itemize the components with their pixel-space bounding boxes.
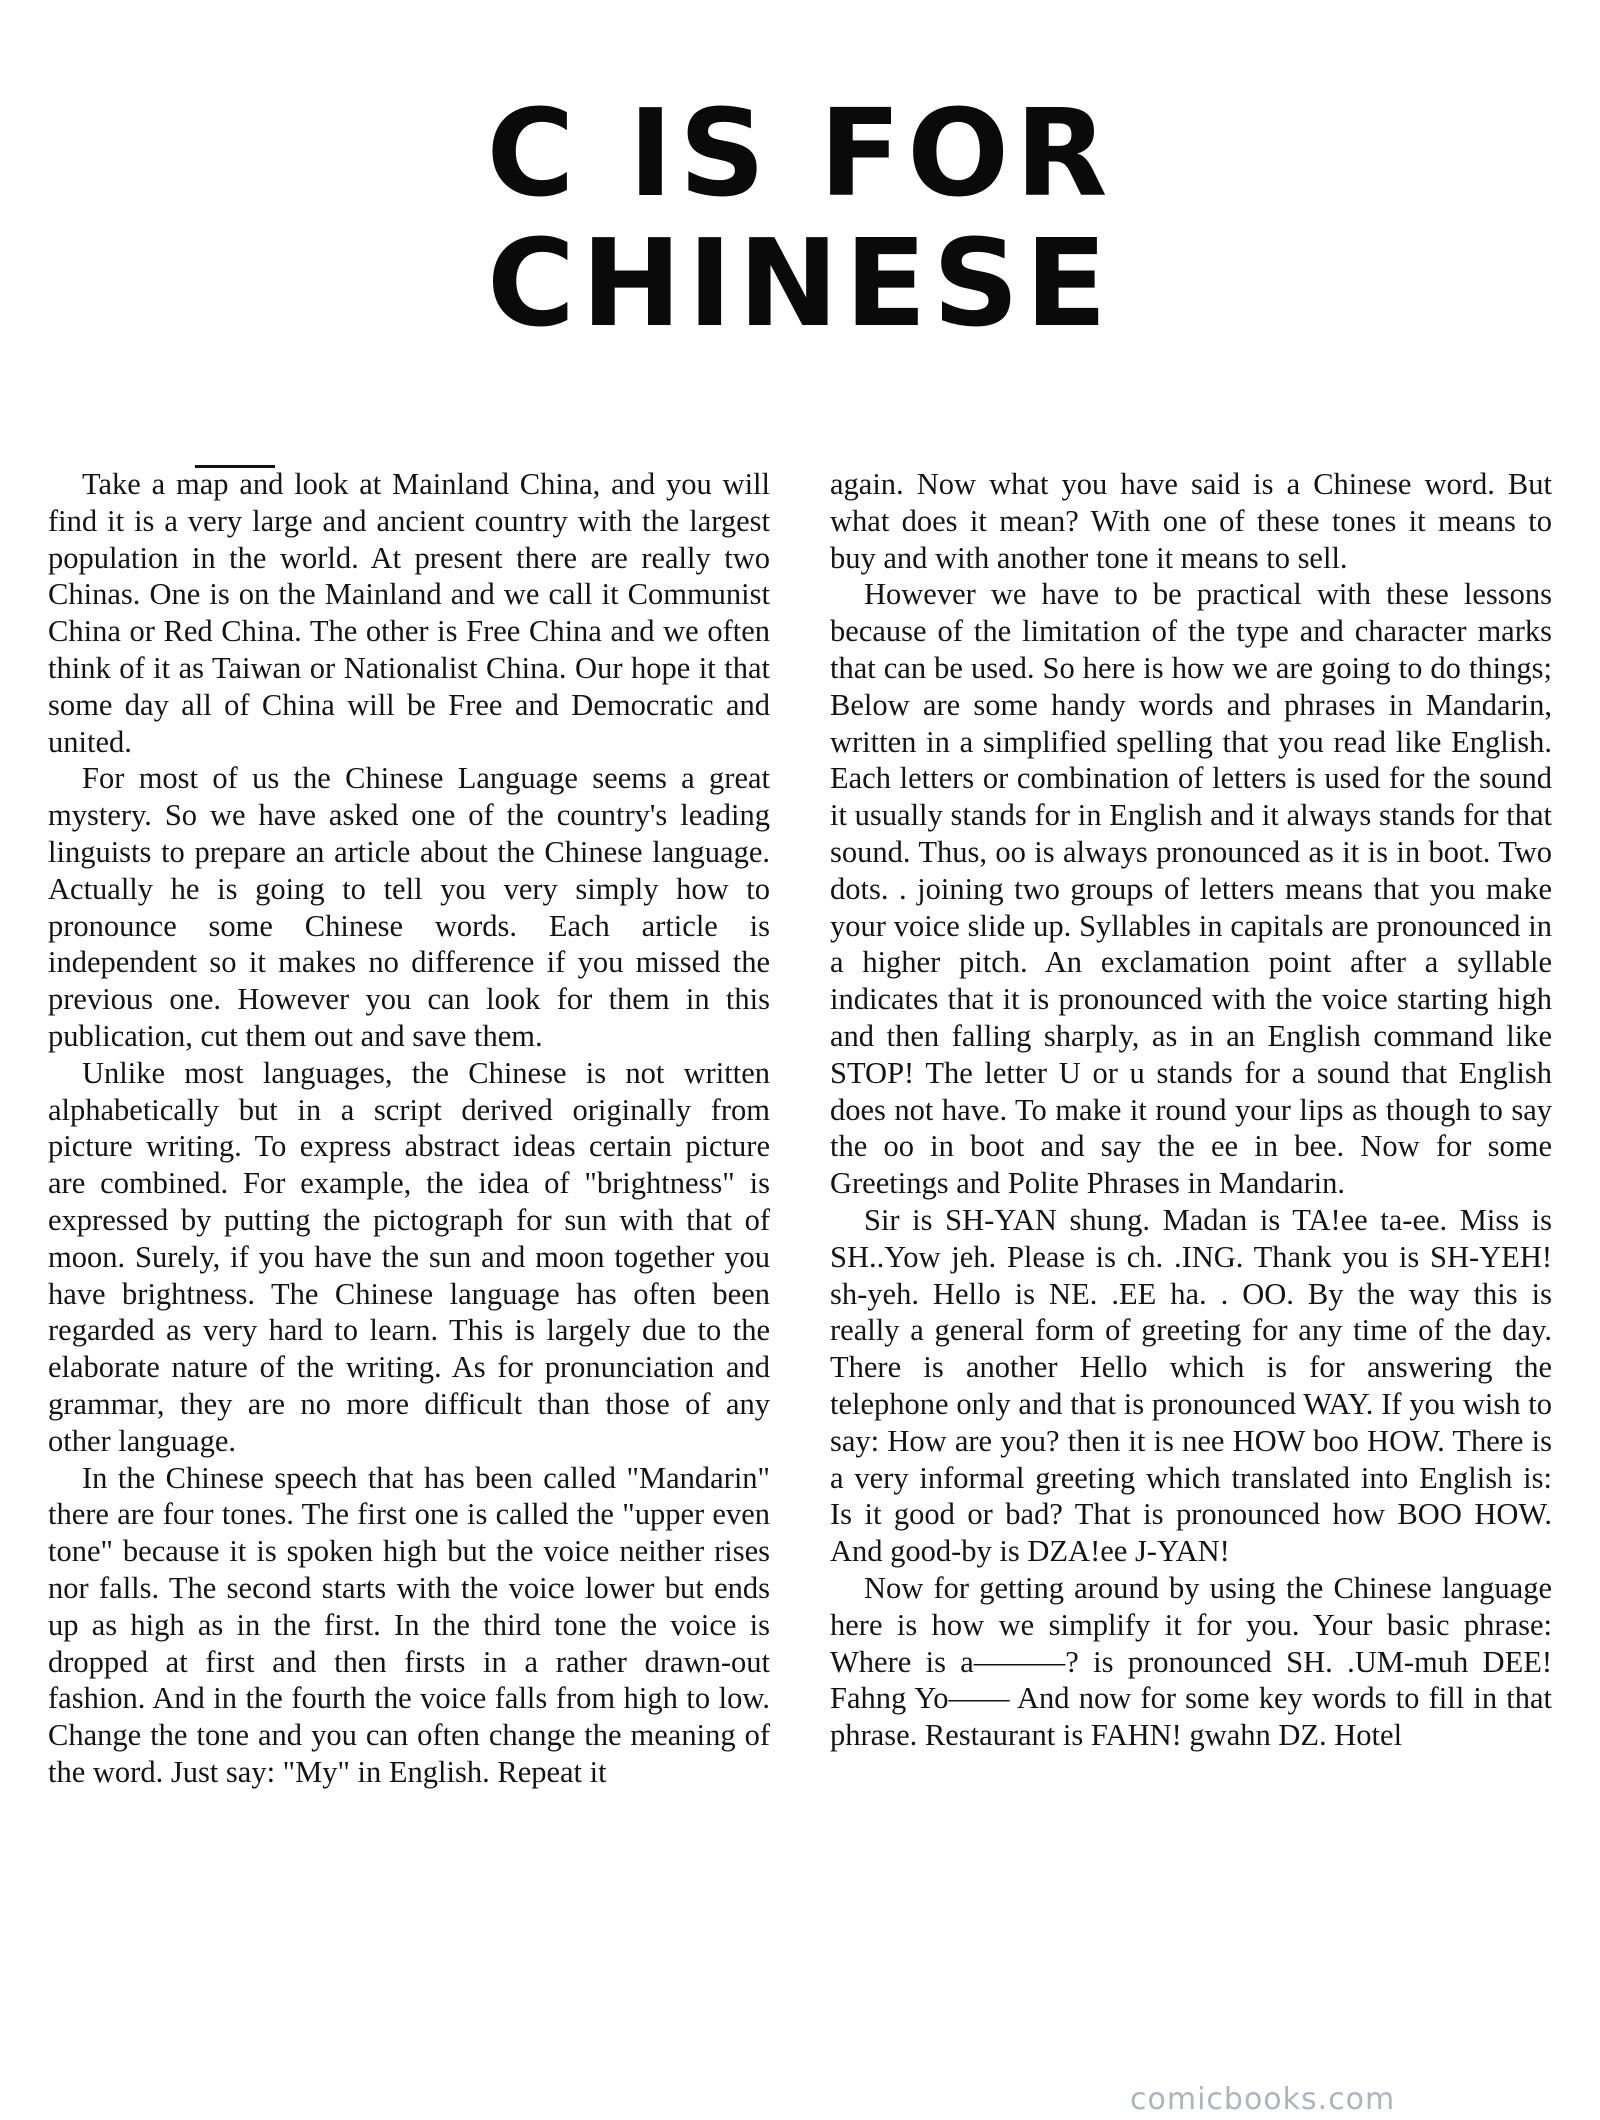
left-column bbox=[48, 466, 770, 1791]
page-title-line-2: CHINESE bbox=[487, 215, 1113, 354]
paragraph: However we have to be practical with these lessons because of the limitation of the type and character marks that can be used. So here is how we are going to do things; Below are some handy words and phrases in Mandarin, written in a simplified spelling that you read like English. Each letters or combination of letters is used for the sound it usually stands for in English and it always stands for that sound. Thus, oo is always pronounced as it is in boot. Two dots. . joining two groups of letters means that you make your voice slide up. Syllables in capitals are pronounced in a higher pitch. An exclamation point after a syllable indicates that it is pronounced with the voice starting high and then falling sharply, as in an English command like STOP! The letter U or u stands for a sound that English does not have. To make it round your lips as though to say the oo in boot and say the ee in bee. Now for some Greetings and Polite Phrases in Mandarin. bbox=[830, 577, 1552, 1201]
page-title-line-1: C IS FOR bbox=[486, 85, 1114, 224]
paragraph: Unlike most languages, the Chinese is not written alphabetically but in a script derived originally from picture writing. To express abstract ideas certain picture are combined. For example, the idea of "brightness" is expressed by putting the pictograph for sun with that of moon. Surely, if you have the sun and moon together you have brightness. The Chinese language has often been regarded as very hard to learn. This is largely due to the elaborate nature of the writing. As for pronunciation and grammar, they are no more difficult than those of any other language. bbox=[48, 1055, 770, 1458]
paragraph: In the Chinese speech that has been called "Mandarin" there are four tones. The first one is called the "upper even tone" because it is spoken high but the voice neither rises nor falls. The second starts with the voice lower but ends up as high as in the first. In the third tone the voice is dropped at first and then firsts in a rather drawn-out fashion. And in the fourth the voice falls from high to low. Change the tone and you can often change the meaning of the word. Just say: "My" in English. Repeat it bbox=[48, 1460, 770, 1789]
paragraph: For most of us the Chinese Language seems a great mystery. So we have asked one of the country's leading linguists to prepare an article about the Chinese language. Actually he is going to tell you very simply how to pronounce some Chinese words. Each article is independent so it makes no difference if you missed the previous one. However you can look for them in this publication, cut them out and save them. bbox=[48, 761, 770, 1053]
paragraph: Now for getting around by using the Chinese language here is how we simplify it for you. Your basic phrase: Where is a———? is pronounced SH. .UM-muh DEE! Fahng Yo—— And now for some key words to fill in that phrase. Restaurant is FAHN! gwahn DZ. Hotel bbox=[830, 1570, 1552, 1753]
paragraph: again. Now what you have said is a Chinese word. But what does it mean? With one of these tones it means to buy and with another tone it means to sell. bbox=[830, 467, 1552, 575]
right-column bbox=[830, 466, 1552, 1754]
paragraph: Sir is SH-YAN shung. Madan is TA!ee ta-ee. Miss is SH..Yow jeh. Please is ch. .ING. Thank you is SH-YEH! sh-yeh. Hello is NE. .EE ha. . OO. By the way this is really a general form of greeting for any time of the day. There is another Hello which is for answering the telephone only and that is pronounced WAY. If you wish to say: How are you? then it is nee HOW boo HOW. There is a very informal greeting which translated into English is: Is it good or bad? That is pronounced how BOO HOW. And good-by is DZA!ee J-YAN! bbox=[830, 1202, 1552, 1569]
watermark: comicbooks.com bbox=[1130, 2082, 1396, 2117]
paragraph: Take a map and look at Mainland China, and you will find it is a very large and ancient country with the largest population in the world. At present there are really two Chinas. One is on the Mainland and we call it Communist China or Red China. The other is Free China and we often think of it as Taiwan or Nationalist China. Our hope it that some day all of China will be Free and Democratic and united. bbox=[48, 467, 770, 759]
